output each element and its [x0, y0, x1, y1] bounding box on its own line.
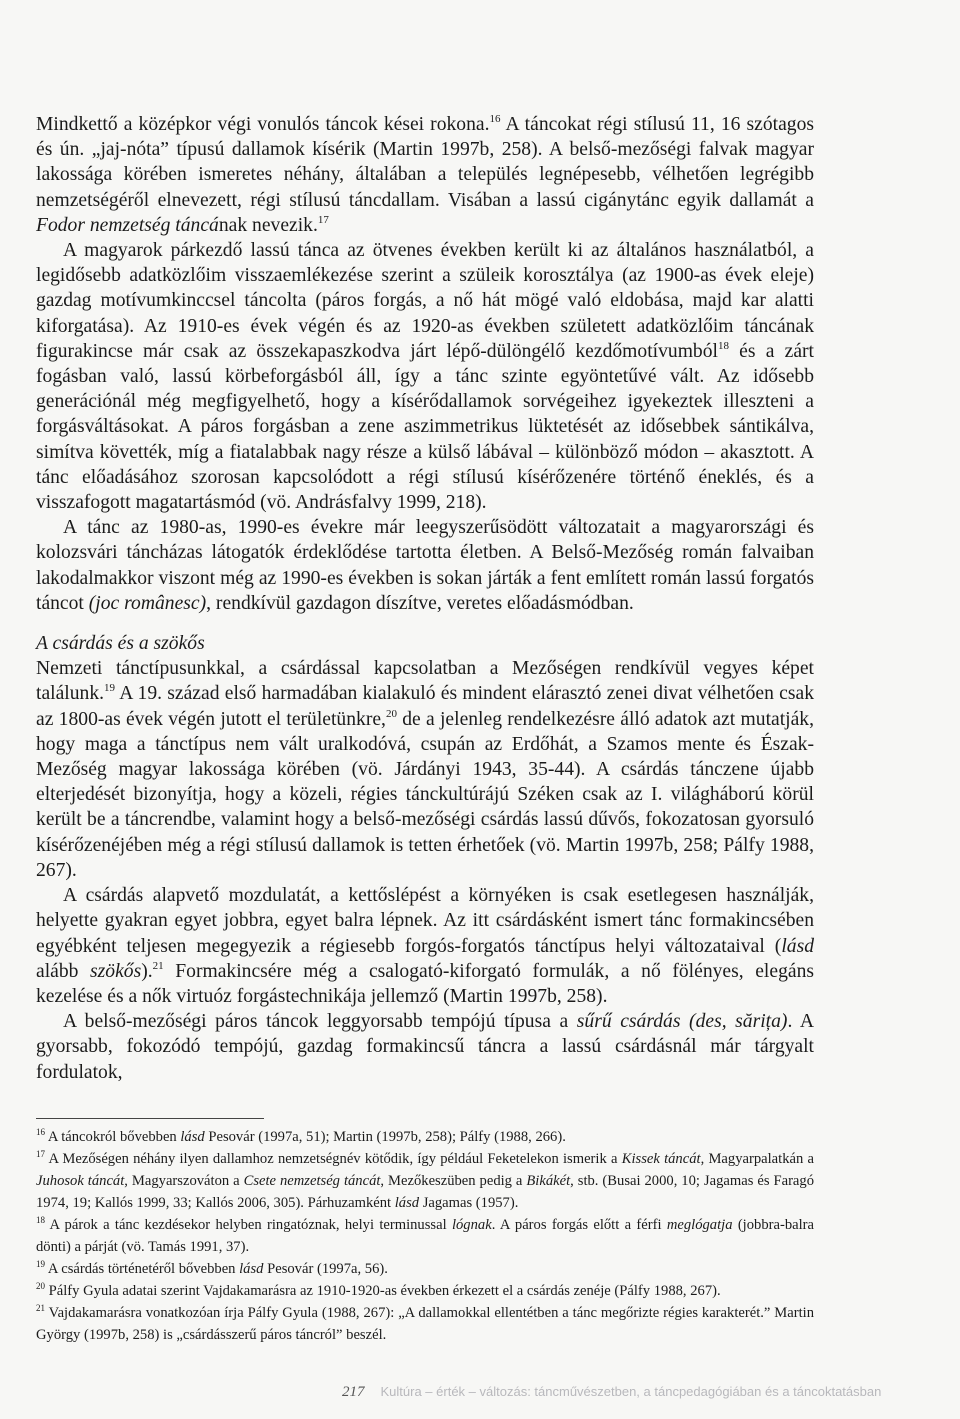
footnotes — [36, 1126, 814, 1346]
footnote-18: $^{18}$ A párok a tánc kezdésekor helyben ringatóznak, helyi terminussal lógnak. A páros forgás előtt a férfi meglógatja (jobbra-balra dönti) a párját (vö. Tamás 1991, 37). — [36, 1215, 814, 1255]
footnote-ref-16: 16 — [489, 113, 501, 125]
footnote-ref-18: 18 — [717, 339, 729, 352]
footnote-ref-20: 20 — [385, 707, 397, 720]
section-heading: A csárdás és a szökős — [36, 633, 205, 655]
page-footer — [342, 1384, 881, 1401]
footnote-21: $^{21}$ Vajdakamarásra vonatkozóan írja Pálfy Gyula (1988, 267): „A dallamokkal ellentétben a tánc megőrizte régies karakterét.” Martin György (1997b, 258) is „csárdásszerű páros táncról” beszél. — [36, 1303, 814, 1343]
paragraph-6: A belső-mezőségi páros táncok leggyorsabb tempójú típusa a sűrű csárdás (des, sărița). A gyorsabb, fokozódó tempójú, gazdag formakincsű táncra a lassú csárdásnál már tárgyalt fordulatok, — [36, 1011, 814, 1083]
footnote-20: $^{20}$ Pálfy Gyula adatai szerint Vajdakamarásra az 1910-1920-as években érkezett el a csárdás zenéje (Pálfy 1988, 267). — [36, 1281, 721, 1299]
main-text — [36, 112, 814, 1085]
paragraph-1: Mindkettő a középkor végi vonulós táncok kései rokona.$^{16}$ A táncokat régi stílusú 11, 16 szótagos és ún. „jaj-nóta” típusú dallamok kísérik (Martin 1997b, 258). A belső-mezőségi falvak magyar lakossága körében ismeretes néhány, általában a település legnépesebb, vélhetően legrégibb nemzetségéről elnevezett, régi stílusú táncdallam. Visában a lassú cigánytánc egyik dallamát a Fodor nemzetség táncának nevezik.$^{17}$ — [36, 113, 815, 236]
footnote-ref-19: 19 — [104, 682, 116, 695]
footnote-ref-21: 21 — [152, 959, 164, 972]
paragraph-3: A tánc az 1980-as, 1990-es évekre már leegyszerűsödött változatait a magyarországi és kolozsvári táncházas látogatók érdeklődése tartotta életben. A Belső-Mezőség román falvaiban lakodalmakkor viszont még az 1990-es években is sokan járták a fent említett román lassú forgatós táncot (joc românesc), rendkívül gazdagon díszítve, veretes előadásmódban. — [36, 517, 814, 614]
paragraph-4: Nemzeti tánctípusunkkal, a csárdással kapcsolatban a Mezőségen rendkívül vegyes képet találunk.$^{19}$ A 19. század első harmadában kialakuló és mindent elárasztó zenei divat vélhetően csak az 1800-as évek végén jutott el területünkre,$^{20}$ de a jelenleg rendelkezésre álló adatok azt mutatják, hogy maga a tánctípus nem vált uralkodóvá, csupán az Erdőhát, a Szamos mente és Észak-Mezőség magyar lakossága körében (vö. Járdányi 1943, 35-44). A csárdás tánczene újabb elterjedését bizonyítja, hogy a közeli, régies tánckultúrájú Széken csak az I. világháború körül került be a táncrendbe, valamint hogy a belső-mezőségi csárdás lassú dűvős, fokozatosan gyorsuló kísérőzenéjében még a régi stílusú dallamok is tetten érhetőek (vö. Martin 1997b, 258; Pálfy 1988, 267). — [36, 658, 814, 881]
footnote-ref-17: 17 — [317, 213, 329, 226]
running-title: Kultúra – érték – változás: táncművészetben, a táncpedagógiában és a táncoktatásban — [380, 1384, 882, 1399]
paragraph-5: A csárdás alapvető mozdulatát, a kettőslépést a környéken is csak esetlegesen használják, helyette gyakran egyet jobbra, egyet balra lépnek. Az itt csárdásként ismert tánc formakincsében egyébként teljesen megegyezik a régiesebb forgós-forgatós tánctípus helyi változataival (lásd alább szökős).$^{21}$ Formakincsére még a csalogató-kiforgató formulák, a nő fölényes, elegáns kezelése és a nők virtuóz forgástechnikája jellemző (Martin 1997b, 258). — [36, 885, 814, 1007]
paragraph-2: A magyarok párkezdő lassú tánca az ötvenes években került ki az általános használatból, a legidősebb adatközlőim visszaemlékezése szerint a szüleik korosztálya (az 1900-as évek eleje) gazdag motívumkinccsel táncolta (páros forgás, a nő hát mögé való eldobása, majd kar alatti kiforgatása). Az 1910-es évek végén és az 1920-as években született adatközlőim táncának figurakincse már csak az összekapaszkodva járt lépő-dülöngélő kezdőmotívumból$^{18}$ és a zárt fogásban való, lassú körbeforgásból áll, így a tánc szinte egyöntetűvé vált. Az idősebb generációnál még megfigyelhető, hogy a kísérődallamok sorvégeihez igyekeztek illeszteni a forgásváltásokat. A páros forgásban a zene aszimmetrikus lüktetését az idősebbek sántikálva, simítva követték, míg a fiatalabbak nagy része a külső lábával – különböző módon – akasztott. A tánc előadásához szorosan kapcsolódott a régi stílusú kísérőzenére történő éneklés, és a visszafogott magatartásmód (vö. Andrásfalvy 1999, 218). — [36, 240, 814, 514]
page-number: 217 — [342, 1384, 365, 1400]
footnote-divider — [36, 1118, 264, 1119]
footnote-17: $^{17}$ A Mezőségen néhány ilyen dallamhoz nemzetségnév kötődik, így például Feketelekon ismerik a Kissek táncát, Magyarpalatkán a Juhosok táncát, Magyarszováton a Csete nemzetség táncát, Mezőkeszüben pedig a Bikákét, stb. (Busai 2000, 10; Jagamas és Faragó 1974, 19; Kallós 1999, 33; Kallós 2006, 305). Párhuzamként lásd Jagamas (1957). — [36, 1149, 814, 1211]
footnote-19: $^{19}$ A csárdás történetéről bővebben lásd Pesovár (1997a, 56). — [36, 1259, 388, 1277]
footnote-16: $^{16}$ A táncokról bővebben lásd Pesovár (1997a, 51); Martin (1997b, 258); Pálfy (1988, 266). — [36, 1127, 566, 1145]
